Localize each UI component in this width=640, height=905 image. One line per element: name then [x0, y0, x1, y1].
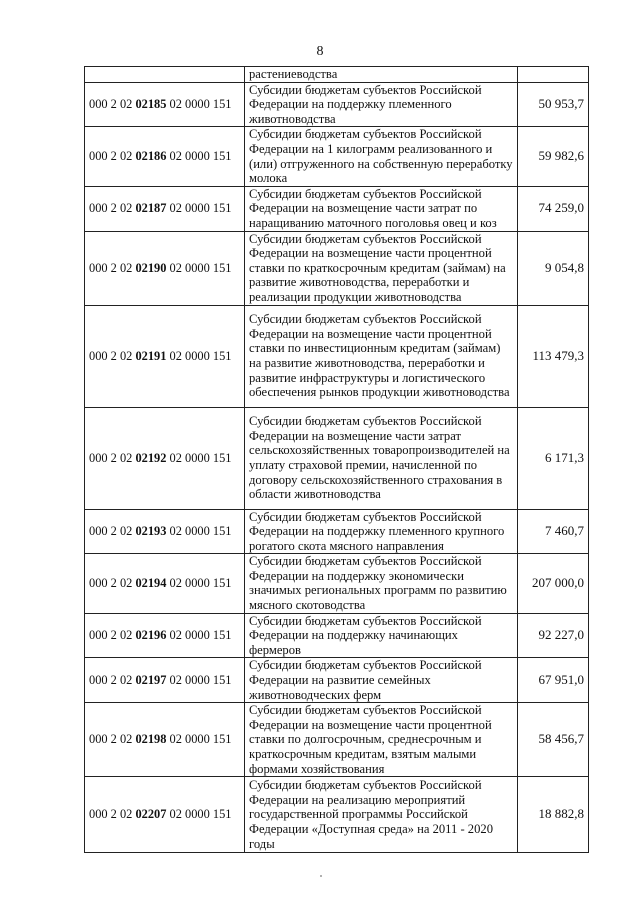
budget-code-key: 02185: [135, 97, 167, 112]
budget-code-cell: [85, 658, 245, 703]
description-cell: растениеводства: [245, 67, 518, 83]
budget-code-prefix: 000 2 02: [89, 807, 136, 822]
amount-cell: 113 479,3: [518, 305, 589, 407]
description-cell: Субсидии бюджетам субъектов Российской Федерации на поддержку племенного крупного рогатого скота мясного направления: [245, 509, 518, 554]
budget-code-suffix: 02 0000 151: [166, 807, 232, 822]
table-row: [85, 407, 589, 509]
page-number: 8: [316, 44, 324, 59]
budget-code-cell: [85, 67, 245, 83]
budget-code-suffix: 02 0000 151: [166, 628, 232, 643]
description-cell: Субсидии бюджетам субъектов Российской Федерации на поддержку начинающих фермеров: [245, 613, 518, 658]
budget-table: [84, 66, 589, 853]
amount-cell: 92 227,0: [518, 613, 589, 658]
amount-cell: 74 259,0: [518, 186, 589, 231]
budget-code-cell: [85, 231, 245, 305]
table-row: [85, 777, 589, 853]
budget-code-key: 02207: [135, 807, 167, 822]
budget-code-suffix: 02 0000 151: [166, 524, 232, 539]
description-cell: Субсидии бюджетам субъектов Российской Федерации на возмещение части процентной ставки по долгосрочным, среднесрочным и краткосрочным кредитам, взятым малыми формами хозяйствования: [245, 703, 518, 777]
budget-code-cell: [85, 703, 245, 777]
budget-code-key: 02192: [135, 450, 167, 465]
budget-table-body: [85, 67, 589, 853]
budget-code-prefix: 000 2 02: [89, 97, 136, 112]
budget-code-cell: [85, 554, 245, 613]
budget-code-suffix: 02 0000 151: [166, 732, 232, 747]
budget-code-suffix: 02 0000 151: [166, 97, 232, 112]
budget-code-cell: [85, 305, 245, 407]
budget-code-prefix: 000 2 02: [89, 524, 136, 539]
budget-code-suffix: 02 0000 151: [166, 450, 232, 465]
budget-code-prefix: 000 2 02: [89, 732, 136, 747]
table-row: [85, 231, 589, 305]
table-row: [85, 67, 589, 83]
amount-cell: 9 054,8: [518, 231, 589, 305]
amount-cell: 7 460,7: [518, 509, 589, 554]
budget-code-cell: [85, 509, 245, 554]
budget-code-key: 02186: [135, 149, 167, 164]
budget-code-prefix: 000 2 02: [89, 576, 136, 591]
budget-code-cell: [85, 777, 245, 853]
budget-code-cell: [85, 186, 245, 231]
description-cell: Субсидии бюджетам субъектов Российской Федерации на возмещение части процентной ставки по инвестиционным кредитам (займам) на развитие животноводства, переработки и развитие инфраструктуры и логистического обеспечения рынков продукции животноводства: [245, 305, 518, 407]
table-row: [85, 127, 589, 186]
budget-code-prefix: 000 2 02: [89, 260, 136, 275]
table-row: [85, 554, 589, 613]
amount-cell: 50 953,7: [518, 82, 589, 127]
description-cell: Субсидии бюджетам субъектов Российской Федерации на возмещение части процентной ставки по краткосрочным кредитам (займам) на развитие животноводства, переработки и реализации продукции животноводства: [245, 231, 518, 305]
budget-code-suffix: 02 0000 151: [166, 149, 232, 164]
budget-code-key: 02194: [135, 576, 167, 591]
budget-code-key: 02193: [135, 524, 167, 539]
table-row: [85, 509, 589, 554]
amount-cell: 18 882,8: [518, 777, 589, 853]
budget-code-key: 02187: [135, 201, 167, 216]
description-cell: Субсидии бюджетам субъектов Российской Федерации на реализацию мероприятий государственной программы Российской Федерации «Доступная среда» на 2011 - 2020 годы: [245, 777, 518, 853]
budget-code-key: 02198: [135, 732, 167, 747]
budget-code-cell: [85, 127, 245, 186]
table-row: [85, 186, 589, 231]
budget-code-cell: [85, 407, 245, 509]
budget-code-cell: [85, 82, 245, 127]
budget-code-key: 02190: [135, 260, 167, 275]
amount-cell: 58 456,7: [518, 703, 589, 777]
budget-code-suffix: 02 0000 151: [166, 260, 232, 275]
budget-code-suffix: 02 0000 151: [166, 348, 232, 363]
budget-code-key: 02196: [135, 628, 167, 643]
description-cell: Субсидии бюджетам субъектов Российской Федерации на 1 килограмм реализованного и (или) отгруженного на собственную переработку молока: [245, 127, 518, 186]
budget-code-prefix: 000 2 02: [89, 201, 136, 216]
budget-code-key: 02191: [135, 348, 167, 363]
budget-code-prefix: 000 2 02: [89, 450, 136, 465]
description-cell: Субсидии бюджетам субъектов Российской Федерации на возмещение части затрат сельскохозяйственных товаропроизводителей на уплату страховой премии, начисленной по договору сельскохозяйственного страхования в области животноводства: [245, 407, 518, 509]
amount-cell: 6 171,3: [518, 407, 589, 509]
scan-speck: [320, 875, 322, 877]
budget-code-suffix: 02 0000 151: [166, 673, 232, 688]
table-row: [85, 82, 589, 127]
table-row: [85, 658, 589, 703]
table-row: [85, 305, 589, 407]
budget-code-prefix: 000 2 02: [89, 673, 136, 688]
amount-cell: 59 982,6: [518, 127, 589, 186]
table-row: [85, 703, 589, 777]
budget-code-key: 02197: [135, 673, 167, 688]
budget-code-suffix: 02 0000 151: [166, 201, 232, 216]
description-cell: Субсидии бюджетам субъектов Российской Федерации на поддержку экономически значимых региональных программ по развитию мясного скотоводства: [245, 554, 518, 613]
amount-cell: [518, 67, 589, 83]
amount-cell: 207 000,0: [518, 554, 589, 613]
description-cell: Субсидии бюджетам субъектов Российской Федерации на возмещение части затрат по наращиванию маточного поголовья овец и коз: [245, 186, 518, 231]
budget-code-cell: [85, 613, 245, 658]
table-row: [85, 613, 589, 658]
budget-code-prefix: 000 2 02: [89, 348, 136, 363]
budget-code-prefix: 000 2 02: [89, 149, 136, 164]
budget-code-suffix: 02 0000 151: [166, 576, 232, 591]
amount-cell: 67 951,0: [518, 658, 589, 703]
description-cell: Субсидии бюджетам субъектов Российской Федерации на поддержку племенного животноводства: [245, 82, 518, 127]
description-cell: Субсидии бюджетам субъектов Российской Федерации на развитие семейных животноводческих ферм: [245, 658, 518, 703]
budget-code-prefix: 000 2 02: [89, 628, 136, 643]
